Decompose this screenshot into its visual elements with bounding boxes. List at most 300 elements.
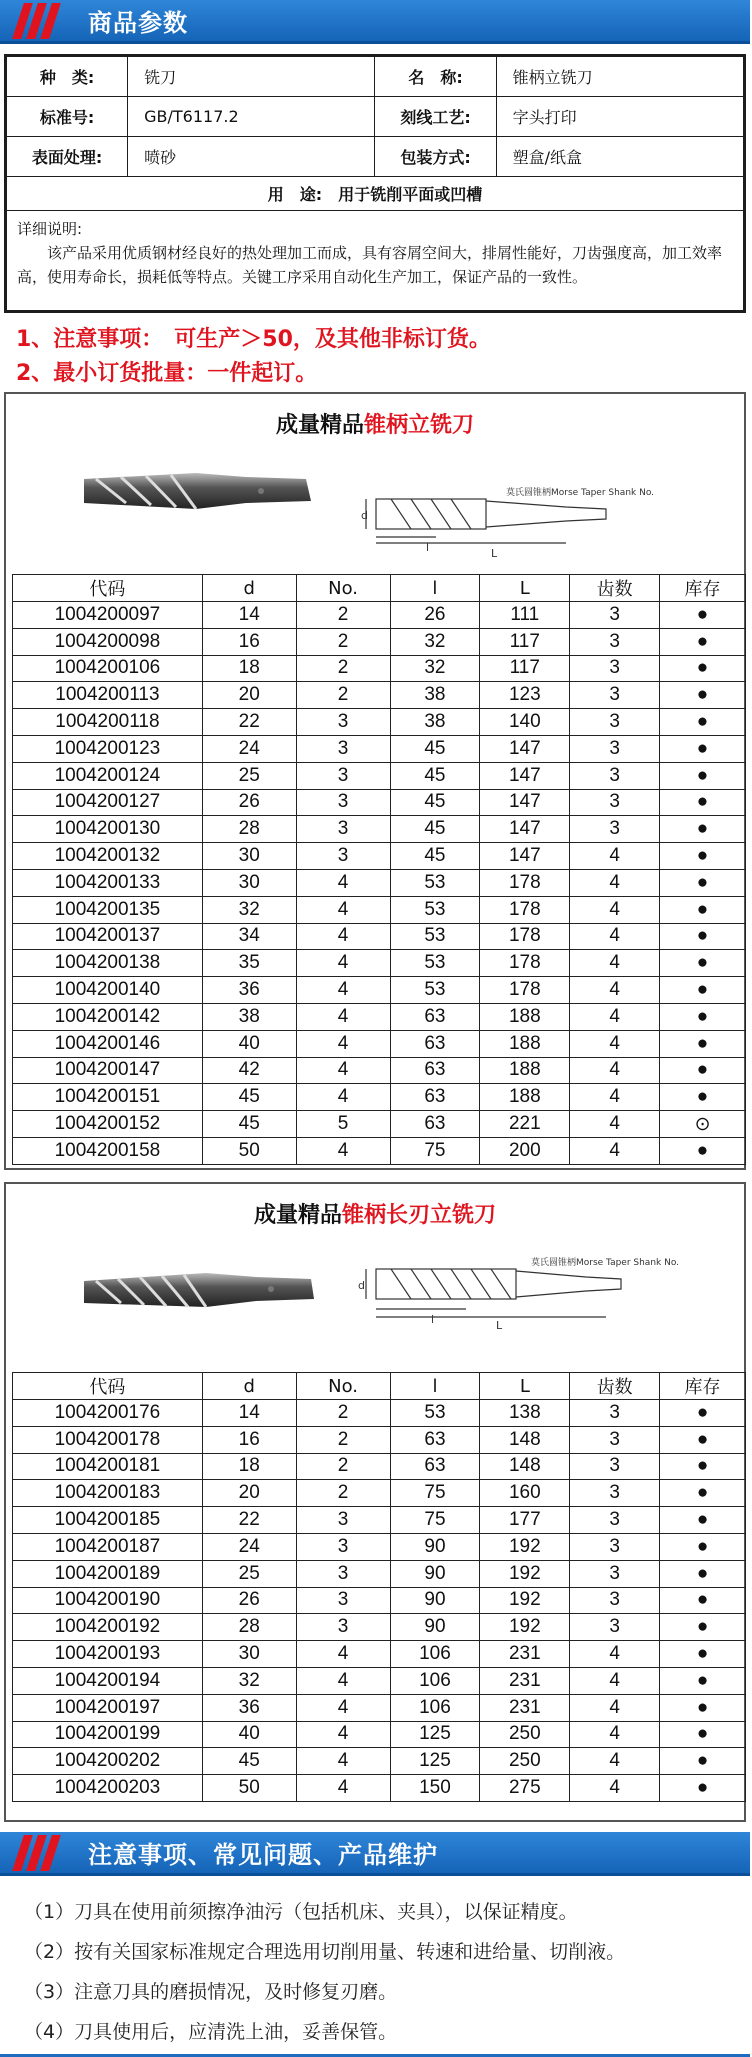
table-cell: 4 — [570, 923, 660, 950]
table-row — [13, 816, 746, 843]
table-cell: 63 — [390, 1111, 480, 1138]
table-cell: 1004200202 — [13, 1748, 203, 1775]
stock-indicator: ● — [660, 1748, 746, 1775]
stock-indicator: ● — [660, 735, 746, 762]
stock-indicator: ● — [660, 789, 746, 816]
table-cell: 32 — [202, 1667, 296, 1694]
table-cell: 4 — [570, 869, 660, 896]
table-row — [13, 602, 746, 629]
table-cell: 4 — [296, 1030, 390, 1057]
svg-text:d: d — [361, 509, 368, 522]
care-list — [24, 1892, 625, 2052]
table-cell: 123 — [480, 682, 570, 709]
table-cell: 53 — [390, 923, 480, 950]
table-cell: 178 — [480, 896, 570, 923]
table-cell: 3 — [570, 762, 660, 789]
table-cell: 125 — [390, 1748, 480, 1775]
param-value: 塑盒/纸盒 — [496, 137, 743, 177]
stock-indicator: ● — [660, 1721, 746, 1748]
table-header-row — [13, 575, 746, 602]
table-cell: 38 — [202, 1003, 296, 1030]
table-cell: 2 — [296, 628, 390, 655]
stock-indicator: ● — [660, 1694, 746, 1721]
table-cell: 2 — [296, 1400, 390, 1427]
table-row — [13, 843, 746, 870]
stock-indicator: ● — [660, 843, 746, 870]
table-cell: 22 — [202, 709, 296, 736]
stock-indicator: ● — [660, 1560, 746, 1587]
table-cell: 1004200190 — [13, 1587, 203, 1614]
stock-indicator: ● — [660, 977, 746, 1004]
table-cell: 4 — [570, 896, 660, 923]
table-cell: 148 — [480, 1453, 570, 1480]
table-cell: 4 — [296, 1641, 390, 1668]
table-cell: 178 — [480, 950, 570, 977]
table-cell: 45 — [202, 1748, 296, 1775]
table-row — [13, 1641, 746, 1668]
spec-table-2 — [12, 1372, 746, 1802]
table-cell: 63 — [390, 1057, 480, 1084]
table-row — [13, 1137, 746, 1164]
product-images — [6, 439, 744, 560]
table-row — [13, 1721, 746, 1748]
table-row — [13, 1667, 746, 1694]
card-title — [6, 1198, 744, 1229]
table-row — [13, 1560, 746, 1587]
table-row — [13, 1400, 746, 1427]
table-cell: 50 — [202, 1137, 296, 1164]
stock-indicator: ● — [660, 682, 746, 709]
stock-indicator: ● — [660, 1507, 746, 1534]
card-title — [6, 408, 744, 439]
params-row — [7, 137, 744, 177]
svg-text:L: L — [496, 1319, 503, 1332]
table-cell: 90 — [390, 1614, 480, 1641]
table-cell: 3 — [296, 735, 390, 762]
product-images — [6, 1229, 744, 1339]
tool-illustration — [6, 1229, 752, 1339]
table-cell: 1004200152 — [13, 1111, 203, 1138]
table-cell: 3 — [570, 682, 660, 709]
table-cell: 38 — [390, 682, 480, 709]
table-cell: 1004200185 — [13, 1507, 203, 1534]
table-cell: 140 — [480, 709, 570, 736]
table-cell: 18 — [202, 1453, 296, 1480]
stock-indicator: ● — [660, 1084, 746, 1111]
stock-indicator: ● — [660, 896, 746, 923]
table-cell: 250 — [480, 1721, 570, 1748]
table-cell: 14 — [202, 1400, 296, 1427]
stock-indicator: ● — [660, 1641, 746, 1668]
card-title-black: 成量精品 — [275, 413, 364, 438]
stock-indicator: ⊙ — [660, 1111, 746, 1138]
table-cell: 1004200124 — [13, 762, 203, 789]
col-header: 代码 — [13, 575, 203, 602]
table-cell: 1004200147 — [13, 1057, 203, 1084]
col-header: l — [390, 575, 480, 602]
technical-drawing-icon — [361, 499, 606, 560]
note-line: 2、最小订货批量：一件起订。 — [16, 361, 318, 386]
col-header: No. — [296, 1373, 390, 1400]
table-cell: 1004200098 — [13, 628, 203, 655]
table-cell: 28 — [202, 1614, 296, 1641]
table-cell: 53 — [390, 977, 480, 1004]
table-cell: 1004200097 — [13, 602, 203, 629]
card-title-black: 成量精品 — [253, 1203, 342, 1228]
table-cell: 36 — [202, 977, 296, 1004]
table-cell: 221 — [480, 1111, 570, 1138]
table-cell: 3 — [296, 1507, 390, 1534]
table-cell: 2 — [296, 655, 390, 682]
svg-text:l: l — [426, 541, 430, 554]
stock-indicator: ● — [660, 655, 746, 682]
table-row — [13, 735, 746, 762]
table-cell: 1004200118 — [13, 709, 203, 736]
table-cell: 1004200189 — [13, 1560, 203, 1587]
table-row — [13, 1084, 746, 1111]
table-cell: 4 — [296, 1775, 390, 1802]
table-cell: 38 — [390, 709, 480, 736]
stock-indicator: ● — [660, 1137, 746, 1164]
header-banner — [0, 0, 750, 44]
table-cell: 177 — [480, 1507, 570, 1534]
table-cell: 16 — [202, 628, 296, 655]
table-cell: 63 — [390, 1084, 480, 1111]
table-cell: 45 — [202, 1084, 296, 1111]
stock-indicator: ● — [660, 628, 746, 655]
stock-indicator: ● — [660, 1057, 746, 1084]
table-row — [13, 896, 746, 923]
table-cell: 275 — [480, 1775, 570, 1802]
table-cell: 40 — [202, 1030, 296, 1057]
table-cell: 200 — [480, 1137, 570, 1164]
col-header: d — [202, 1373, 296, 1400]
table-row — [13, 1003, 746, 1030]
params-table — [4, 54, 746, 313]
table-cell: 160 — [480, 1480, 570, 1507]
table-cell: 25 — [202, 762, 296, 789]
table-cell: 117 — [480, 628, 570, 655]
table-cell: 4 — [296, 1667, 390, 1694]
table-cell: 3 — [296, 709, 390, 736]
table-cell: 4 — [570, 977, 660, 1004]
table-cell: 138 — [480, 1400, 570, 1427]
note-line: 1、注意事项： 可生产＞50，及其他非标订货。 — [16, 327, 491, 352]
table-cell: 24 — [202, 1533, 296, 1560]
spec-table-1 — [12, 574, 746, 1165]
table-cell: 147 — [480, 735, 570, 762]
detail-title: 详细说明: — [17, 220, 83, 238]
table-cell: 22 — [202, 1507, 296, 1534]
col-header: 齿数 — [570, 1373, 660, 1400]
care-item: （3）注意刀具的磨损情况，及时修复刃磨。 — [24, 1981, 398, 2003]
detail-text: 该产品采用优质钢材经良好的热处理加工而成，具有容屑空间大，排屑性能好，刀齿强度高，加工效率高，使用寿命长，损耗低等特点。关键工序采用自动化生产加工，保证产品的一致性。 — [17, 244, 723, 286]
table-cell: 1004200151 — [13, 1084, 203, 1111]
table-cell: 1004200197 — [13, 1694, 203, 1721]
table-cell: 20 — [202, 1480, 296, 1507]
table-cell: 30 — [202, 869, 296, 896]
table-cell: 150 — [390, 1775, 480, 1802]
table-cell: 3 — [570, 602, 660, 629]
param-key: 种 类: — [7, 57, 128, 97]
table-cell: 18 — [202, 655, 296, 682]
table-cell: 45 — [390, 789, 480, 816]
table-cell: 192 — [480, 1614, 570, 1641]
param-key: 表面处理: — [7, 137, 128, 177]
table-cell: 1004200203 — [13, 1775, 203, 1802]
table-cell: 25 — [202, 1560, 296, 1587]
table-cell: 4 — [296, 950, 390, 977]
endmill-photo-icon — [84, 1273, 314, 1307]
table-row — [13, 923, 746, 950]
table-cell: 1004200192 — [13, 1614, 203, 1641]
param-value: 喷砂 — [128, 137, 375, 177]
section-title: 商品参数 — [88, 9, 188, 37]
table-cell: 3 — [570, 1453, 660, 1480]
table-cell: 1004200127 — [13, 789, 203, 816]
usage-row: 用 途: 用于铣削平面或凹槽 — [7, 177, 744, 211]
table-body — [13, 1400, 746, 1802]
table-cell: 3 — [570, 789, 660, 816]
table-cell: 4 — [570, 1003, 660, 1030]
table-row — [13, 1111, 746, 1138]
table-cell: 2 — [296, 682, 390, 709]
table-cell: 63 — [390, 1030, 480, 1057]
table-cell: 4 — [296, 869, 390, 896]
product-card-2 — [4, 1182, 746, 1822]
table-row — [13, 1030, 746, 1057]
param-value: GB/T6117.2 — [128, 97, 375, 137]
tool-illustration — [6, 439, 752, 560]
table-row — [13, 1587, 746, 1614]
col-header: l — [390, 1373, 480, 1400]
table-cell: 75 — [390, 1137, 480, 1164]
table-cell: 26 — [202, 789, 296, 816]
table-cell: 90 — [390, 1587, 480, 1614]
care-banner — [0, 1832, 750, 1876]
table-cell: 42 — [202, 1057, 296, 1084]
table-cell: 16 — [202, 1426, 296, 1453]
col-header: L — [480, 575, 570, 602]
table-cell: 147 — [480, 762, 570, 789]
table-cell: 125 — [390, 1721, 480, 1748]
table-cell: 188 — [480, 1003, 570, 1030]
table-cell: 4 — [570, 1667, 660, 1694]
stock-indicator: ● — [660, 1003, 746, 1030]
table-row — [13, 628, 746, 655]
stock-indicator: ● — [660, 1667, 746, 1694]
table-cell: 1004200183 — [13, 1480, 203, 1507]
brand-logo-icon — [0, 0, 70, 43]
table-cell: 1004200178 — [13, 1426, 203, 1453]
stock-indicator: ● — [660, 869, 746, 896]
param-key: 标准号: — [7, 97, 128, 137]
drawing-label: 莫氏圆锥柄Morse Taper Shank No. — [506, 488, 655, 498]
red-notes — [16, 323, 750, 391]
table-cell: 5 — [296, 1111, 390, 1138]
svg-text:d: d — [358, 1279, 365, 1292]
col-header: No. — [296, 575, 390, 602]
table-cell: 1004200130 — [13, 816, 203, 843]
table-cell: 1004200133 — [13, 869, 203, 896]
table-cell: 147 — [480, 843, 570, 870]
table-cell: 45 — [390, 735, 480, 762]
table-cell: 1004200194 — [13, 1667, 203, 1694]
table-cell: 3 — [296, 843, 390, 870]
table-body — [13, 602, 746, 1165]
table-cell: 45 — [202, 1111, 296, 1138]
table-cell: 1004200158 — [13, 1137, 203, 1164]
table-cell: 53 — [390, 950, 480, 977]
table-row — [13, 1453, 746, 1480]
table-cell: 3 — [570, 1400, 660, 1427]
table-row — [13, 789, 746, 816]
table-cell: 3 — [570, 1480, 660, 1507]
table-cell: 4 — [296, 923, 390, 950]
table-cell: 4 — [570, 1775, 660, 1802]
table-cell: 1004200132 — [13, 843, 203, 870]
table-cell: 30 — [202, 843, 296, 870]
table-cell: 2 — [296, 602, 390, 629]
param-value: 字头打印 — [496, 97, 743, 137]
table-cell: 4 — [570, 1084, 660, 1111]
table-cell: 4 — [570, 843, 660, 870]
stock-indicator: ● — [660, 709, 746, 736]
table-row — [13, 1775, 746, 1802]
table-row — [13, 709, 746, 736]
table-cell: 4 — [296, 1721, 390, 1748]
table-cell: 4 — [296, 1694, 390, 1721]
stock-indicator: ● — [660, 1426, 746, 1453]
table-cell: 90 — [390, 1560, 480, 1587]
card-title-red: 锥柄立铣刀 — [364, 413, 475, 438]
table-cell: 106 — [390, 1694, 480, 1721]
stock-indicator: ● — [660, 1587, 746, 1614]
table-row — [13, 1507, 746, 1534]
table-cell: 1004200113 — [13, 682, 203, 709]
table-cell: 4 — [570, 1641, 660, 1668]
stock-indicator: ● — [660, 1400, 746, 1427]
table-cell: 192 — [480, 1533, 570, 1560]
table-cell: 231 — [480, 1641, 570, 1668]
table-cell: 4 — [296, 896, 390, 923]
table-cell: 1004200193 — [13, 1641, 203, 1668]
detail-description — [7, 211, 744, 311]
table-row — [13, 977, 746, 1004]
table-row — [13, 682, 746, 709]
table-header-row — [13, 1373, 746, 1400]
table-cell: 2 — [296, 1453, 390, 1480]
table-cell: 3 — [296, 1533, 390, 1560]
table-cell: 3 — [570, 1587, 660, 1614]
table-cell: 192 — [480, 1560, 570, 1587]
technical-drawing-icon — [358, 1269, 621, 1332]
table-row — [13, 655, 746, 682]
table-cell: 106 — [390, 1641, 480, 1668]
table-cell: 1004200138 — [13, 950, 203, 977]
stock-indicator: ● — [660, 1480, 746, 1507]
table-cell: 4 — [570, 1057, 660, 1084]
table-cell: 63 — [390, 1453, 480, 1480]
table-cell: 45 — [390, 762, 480, 789]
table-cell: 4 — [570, 950, 660, 977]
svg-text:l: l — [431, 1313, 435, 1326]
table-cell: 178 — [480, 977, 570, 1004]
table-cell: 192 — [480, 1587, 570, 1614]
param-key: 名 称: — [375, 57, 496, 97]
table-cell: 231 — [480, 1694, 570, 1721]
table-cell: 2 — [296, 1480, 390, 1507]
table-cell: 188 — [480, 1084, 570, 1111]
table-cell: 45 — [390, 816, 480, 843]
table-cell: 32 — [390, 655, 480, 682]
col-header: 库存 — [660, 1373, 746, 1400]
table-row — [13, 869, 746, 896]
table-cell: 4 — [570, 1111, 660, 1138]
table-cell: 53 — [390, 869, 480, 896]
param-value: 铣刀 — [128, 57, 375, 97]
table-cell: 4 — [570, 1694, 660, 1721]
col-header: d — [202, 575, 296, 602]
table-cell: 188 — [480, 1030, 570, 1057]
table-cell: 4 — [296, 1057, 390, 1084]
table-row — [13, 1480, 746, 1507]
stock-indicator: ● — [660, 1775, 746, 1802]
param-value: 锥柄立铣刀 — [496, 57, 743, 97]
table-cell: 178 — [480, 923, 570, 950]
stock-indicator: ● — [660, 1614, 746, 1641]
table-cell: 14 — [202, 602, 296, 629]
table-cell: 4 — [296, 1137, 390, 1164]
table-cell: 26 — [202, 1587, 296, 1614]
drawing-label: 莫氏圆锥柄Morse Taper Shank No. — [531, 1258, 680, 1268]
table-cell: 4 — [570, 1030, 660, 1057]
table-cell: 4 — [570, 1137, 660, 1164]
care-item: （1）刀具在使用前须擦净油污（包括机床、夹具），以保证精度。 — [24, 1901, 578, 1923]
table-cell: 63 — [390, 1003, 480, 1030]
table-cell: 178 — [480, 869, 570, 896]
stock-indicator: ● — [660, 602, 746, 629]
table-row — [13, 1694, 746, 1721]
col-header: 代码 — [13, 1373, 203, 1400]
table-cell: 1004200181 — [13, 1453, 203, 1480]
endmill-photo-icon — [84, 473, 311, 509]
table-cell: 4 — [570, 1721, 660, 1748]
stock-indicator: ● — [660, 762, 746, 789]
table-cell: 40 — [202, 1721, 296, 1748]
table-cell: 4 — [570, 1748, 660, 1775]
table-cell: 36 — [202, 1694, 296, 1721]
table-cell: 20 — [202, 682, 296, 709]
table-cell: 4 — [296, 1003, 390, 1030]
card-title-red: 锥柄长刃立铣刀 — [342, 1203, 497, 1228]
table-row — [13, 1426, 746, 1453]
table-cell: 32 — [202, 896, 296, 923]
table-cell: 3 — [570, 628, 660, 655]
table-cell: 24 — [202, 735, 296, 762]
table-cell: 26 — [390, 602, 480, 629]
table-row — [13, 1748, 746, 1775]
stock-indicator: ● — [660, 923, 746, 950]
table-cell: 3 — [296, 816, 390, 843]
table-cell: 188 — [480, 1057, 570, 1084]
table-cell: 3 — [296, 1614, 390, 1641]
stock-indicator: ● — [660, 950, 746, 977]
params-row — [7, 97, 744, 137]
table-cell: 3 — [570, 816, 660, 843]
param-key: 刻线工艺: — [375, 97, 496, 137]
table-cell: 30 — [202, 1641, 296, 1668]
